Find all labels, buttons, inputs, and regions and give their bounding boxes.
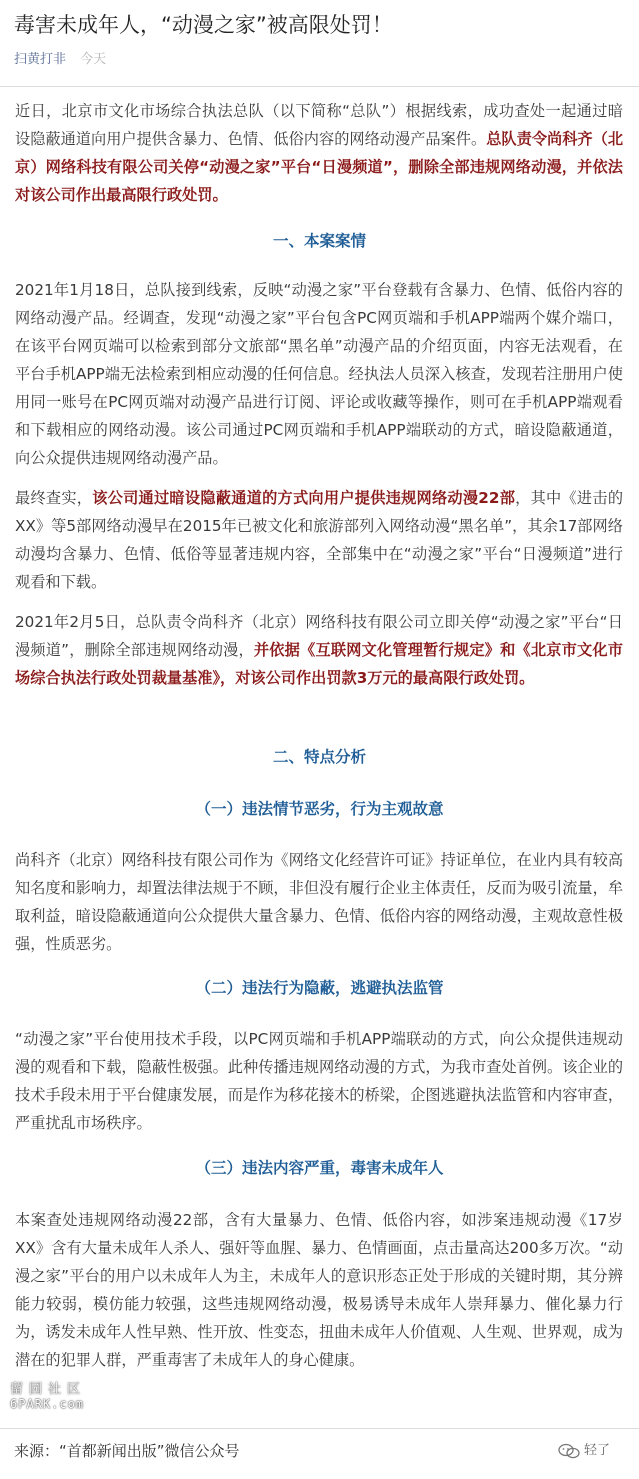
site-watermark xyxy=(10,1383,86,1411)
watermark-text-1: 留园社区 xyxy=(10,1382,87,1397)
subheading-3: （三）违法内容严重，毒害未成年人 xyxy=(195,1159,444,1177)
subheading-1: （一）违法情节恶劣，行为主观故意 xyxy=(195,800,444,818)
account-signature xyxy=(558,1441,610,1461)
publish-date: 今天 xyxy=(80,52,107,67)
article-meta xyxy=(14,51,106,69)
intro-text: 近日，北京市文化市场综合执法总队（以下简称“总队”）根据线索，成功查处一起通过暗设隐蔽通道向用户提供含暴力、色情、低俗内容的网络动漫产品案件。 xyxy=(15,102,623,148)
watermark-text-2: 6PARK.com xyxy=(10,1397,85,1411)
section-heading-analysis: 二、特点分析 xyxy=(272,748,366,766)
findings-paragraph xyxy=(15,484,623,596)
findings-text-c: ，其中《进击的XX》等5部网络动漫早在2015年已被文化和旅游部列入网络动漫“黑名单”，其余17部网络动漫均含暴力、色情、低俗等显著违规内容，全部集中在“动漫之家”平台“日漫频道”进行观看和下载。 xyxy=(15,489,624,591)
section-heading-case: 一、本案案情 xyxy=(272,232,366,250)
intro-highlight: 总队责令尚科齐（北京）网络科技有限公司关停“动漫之家”平台“日漫频道”，删除全部违规网络动漫，并依法对该公司作出最高限行政处罚。 xyxy=(15,130,624,204)
findings-highlight: 该公司通过暗设隐蔽通道的方式向用户提供违规网络动漫22部 xyxy=(92,489,516,507)
intro-paragraph xyxy=(15,97,623,209)
penalty-paragraph xyxy=(15,608,623,692)
source-line: 来源：“首都新闻出版”微信公众号 xyxy=(14,1442,240,1460)
analysis-paragraph-3: 本案查处违规网络动漫22部，含有大量暴力、色情、低俗内容，如涉案违规动漫《17岁XX》含有大量未成年人杀人、强奸等血腥、暴力、色情画面，点击量高达200多万次。“动漫之家”平台的用户以未成年人为主，未成年人的意识形态正处于形成的关键时期，其分辨能力较弱，模仿能力较强，这些违规网络动漫，极易诱导未成年人崇拜暴力、催化暴力行为，诱发未成年人性早熟、性开放、性变态，扭曲未成年人价值观、人生观、世界观，成为潜在的犯罪人群，严重毒害了未成年人的身心健康。 xyxy=(15,1211,623,1369)
header-divider xyxy=(0,86,639,87)
signature-text: 轻了 xyxy=(584,1443,611,1458)
footer-divider xyxy=(0,1428,639,1429)
subheading-2: （二）违法行为隐蔽，逃避执法监管 xyxy=(195,979,444,997)
article-title: 毒害未成年人，“动漫之家”被高限处罚！ xyxy=(14,13,393,37)
findings-text-a: 最终查实， xyxy=(15,489,93,507)
wechat-icon xyxy=(558,1443,580,1459)
author-link[interactable]: 扫黄打非 xyxy=(14,52,67,67)
penalty-highlight: 并依据《互联网文化管理暂行规定》和《北京市文化市场综合执法行政处罚裁量基准》，对该公司作出罚款3万元的最高限行政处罚。 xyxy=(15,641,623,687)
analysis-paragraph-2: “动漫之家”平台使用技术手段，以PC网页端和手机APP端联动的方式，向公众提供违规动漫的观看和下载，隐蔽性极强。此种传播违规网络动漫的方式，为我市查处首例。该企业的技术手段未用于平台健康发展，而是作为移花接木的桥梁，企图逃避执法监管和内容审查，严重扰乱市场秩序。 xyxy=(15,1030,623,1132)
case-paragraph: 2021年1月18日，总队接到线索，反映“动漫之家”平台登载有含暴力、色情、低俗内容的网络动漫产品。经调查，发现“动漫之家”平台包含PC网页端和手机APP端两个媒介端口，在该平台网页端可以检索到部分文旅部“黑名单”动漫产品的介绍页面，内容无法观看，在平台手机APP端无法检索到相应动漫的任何信息。经执法人员深入核查，发现若注册用户使用同一账号在PC网页端对动漫产品进行订阅、评论或收藏等操作，则可在手机APP端观看和下载相应的网络动漫。该公司通过PC网页端和手机APP端联动的方式，暗设隐蔽通道，向公众提供违规网络动漫产品。 xyxy=(15,281,623,467)
penalty-text: 2021年2月5日，总队责令尚科齐（北京）网络科技有限公司立即关停“动漫之家”平台“日漫频道”，删除全部违规网络动漫， xyxy=(15,613,623,659)
analysis-paragraph-1: 尚科齐（北京）网络科技有限公司作为《网络文化经营许可证》持证单位，在业内具有较高知名度和影响力，却置法律法规于不顾，非但没有履行企业主体责任，反而为吸引流量，牟取利益，暗设隐蔽通道向公众提供大量含暴力、色情、低俗内容的网络动漫，主观故意性极强，性质恶劣。 xyxy=(15,851,623,953)
